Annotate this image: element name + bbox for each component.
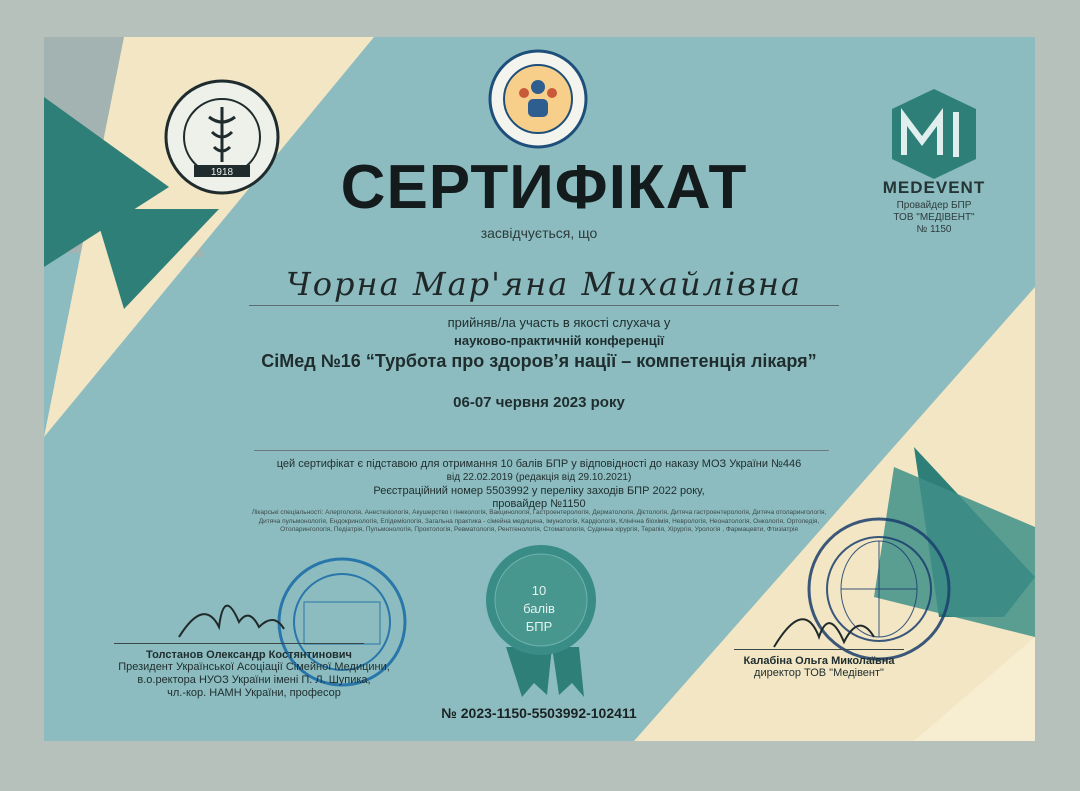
medevent-role: Провайдер БПР [896,200,972,211]
specialties-list: Лікарські спеціальності: Алергологія, Анестезіологія, Акушерство і гінекологія, Вакцинологія, Гастроентерологія, Дерматологія, Дієтологія, Дитяча гастроентерологія, Дитяча отоларингологія, Дитяча пульмонологія, Ендокринологія, Епідеміологія, Загальна практика - сімейна медицина, Імунологія, Кардіологія, Клінічна біохімія, Неврологія, Неонатологія, Онкологія, Ортопедія, Отоларингологія, Педіатрія, Пульмонологія, Проктологія, Ревматологія, Рентгенологія, Стоматологія, Судинна хірургія, Терапія, Хірургія, Урологія , Фармацевти, Фтизіатрія [251,509,827,533]
right-signatory-name: Калабіна Ольга Миколаївна [743,655,895,667]
left-role-2: в.о.ректора НУОЗ України імені П. Л. Шупика, [137,674,371,686]
svg-text:1918: 1918 [210,167,234,178]
family-association-logo [490,51,586,147]
right-signature-line [734,649,904,650]
conference-type: науково-практичній конференції [453,333,665,348]
medevent-name: MEDEVENT [882,178,986,197]
badge-label-1: балів [523,601,555,616]
medevent-logo [892,89,976,179]
basis-line-2: від 22.02.2019 (редакція від 29.10.2021) [446,472,632,483]
left-role-1: Президент Української Асоціації Сімейної Медицини, [118,661,390,673]
event-dates: 06-07 червня 2023 року [453,394,625,411]
registration-number: Реєстраційний номер 5503992 у переліку заходів БПР 2022 року, [373,485,705,497]
certificate-number: № 2023-1150-5503992-102411 [441,705,637,721]
badge-label-2: БПР [525,619,553,634]
left-signature [179,606,284,637]
certificate-title: СЕРТИФІКАТ [340,153,748,222]
provider-number: провайдер №1150 [492,498,586,510]
divider [254,450,829,451]
medevent-details [854,200,1014,236]
event-title: СіМед №16 “Турбота про здоров’я нації – компетенція лікаря” [261,351,817,371]
participant-name: Чорна Мар'яна Михайлівна [249,265,839,306]
certificate [44,37,1035,741]
university-seal [166,81,278,193]
left-signature-line [114,643,364,644]
left-signatory-name: Толстанов Олександр Костянтинович [146,649,352,661]
basis-line-1: цей сертифікат є підставою для отримання 10 балів БПР у відповідності до наказу МОЗ України №446 [276,458,802,470]
participation-line: прийняв/ла участь в якості слухача у [447,315,671,330]
right-signatory-role: директор ТОВ "Медівент" [754,667,884,679]
left-signatory-role [104,661,404,700]
left-role-3: чл.-кор. НАМН України, професор [167,687,341,699]
medevent-company: ТОВ "МЕДІВЕНТ" [893,212,975,223]
medevent-number: № 1150 [916,224,952,235]
certifies-text: засвідчується, що [480,225,598,241]
badge-label [484,582,594,636]
badge-points: 10 [531,583,547,598]
badge-ribbon-right [552,647,584,697]
